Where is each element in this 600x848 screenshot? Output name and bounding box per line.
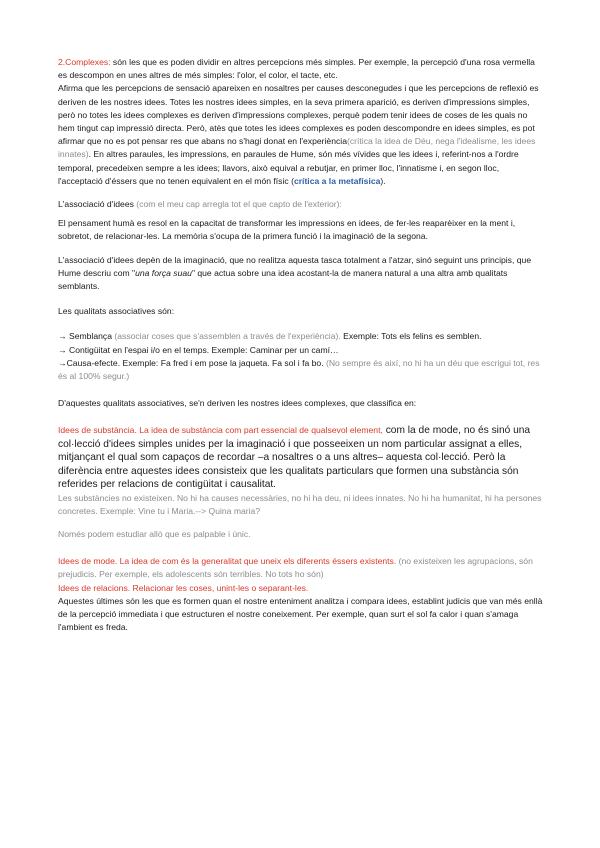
complexes-explanation xyxy=(58,82,546,188)
association-paragraph-1: El pensament humà es resol en la capacitat de transformar les impressions en idees, de fer-les reaparèixer en la ment i, sobretot, de relacionar-les. La memòria s'ocupa de la primera funció i la imaginació de la segona. xyxy=(58,218,516,242)
quality-resemblance xyxy=(58,330,546,343)
mode-label: Idees de mode. La idea de com és la generalitat que uneix els diferents éssers existents. xyxy=(58,556,397,567)
association-title-aside: (com el meu cap arregla tot el que capto de l'exterior): xyxy=(133,199,342,210)
relations-text: Aquestes últimes són les que es formen quan el nostre enteniment analitza i compara idees, establint judicis que van més enllà de la percepció immediata i que estructuren el nostre coneixement. Per exemple, quan surt el sol fa calor i quan s'amaga l'ambient es freda. xyxy=(58,595,543,633)
mode-aside: (no existeixen les agrupacions, són prejudicis. Per exemple, els adolescents són terribles. No tots ho són) xyxy=(58,556,533,580)
explanation-text: Afirma que les percepcions de sensació apareixen en nosaltres per causes desconegudes i que les percepcions de reflexió es deriven de les nostres idees. Totes les nostres idees simples, en la seva primera aparició, es deriven d'impressions simples, però no totes les idees complexes es deriven d'impressions complexes, perquè podem tenir idees de coses de les quals no hem tingut cap impressió directa. Però, atès que totes les idees complexes es poden descompondre en idees simples, es pot afirmar que no es pot pensar res que abans no s'hagi donat en l'experiència xyxy=(58,83,539,147)
association-heading xyxy=(58,198,546,211)
substance-text: com la de mode, no és sinó una col·lecció d'idees simples unides per la imaginació i que posseeixen un nom particular assignat a elles, mitjançant el qual som capaços de recordar –a nosaltres o a uns altres– aquesta col·lecció. Però la diferència entre aquestes idees consisteix que les qualitats particulars que formen una substància són referides per relacions de contigüitat i causalitat. xyxy=(58,425,531,491)
critique-aside: (crítica la idea de Déu, nega l'idealisme, les idees innates) xyxy=(58,136,536,160)
cause-effect-aside: (No sempre és així, no hi ha un déu que escrigui tot, res és al 100% segur.) xyxy=(58,357,540,382)
association-title: L'associació d'idees xyxy=(58,199,134,210)
complexes-definition: són les que es poden dividir en altres percepcions més simples. Per exemple, la percepció d'una rosa vermella es descompon en unes altres de més simples: l'olor, el color, el tacte, etc. xyxy=(58,57,535,81)
quality-contiguity: → Contigüitat en l'espai i/o en el temps. Exemple: Caminar per un camí… xyxy=(58,344,339,355)
resemblance-label: → Semblança xyxy=(58,331,115,342)
soft-force-quote: una força suau xyxy=(135,267,192,278)
association-p2-start: L'associació d'idees depèn de la imaginació, que no realitza aquesta tasca totalment a l'atzar, sinó seguint uns principis, que Hume descriu com " xyxy=(58,254,532,278)
association-paragraph-2 xyxy=(58,254,546,294)
resemblance-example: Exemple: Tots els felins es semblen. xyxy=(340,331,482,342)
substance-ideas-paragraph xyxy=(58,424,546,491)
mode-ideas-paragraph xyxy=(58,555,546,581)
cause-effect-text: →Causa-efecte. Exemple: Fa fred i em pose la jaqueta. Fa sol i fa bo. xyxy=(58,357,324,368)
complexes-paragraph xyxy=(58,56,546,82)
document-page xyxy=(58,56,546,634)
qualities-heading: Les qualitats associatives són: xyxy=(58,306,175,317)
palpable-note: Només podem estudiar allò que es palpable i únic. xyxy=(58,528,251,539)
complex-ideas-heading: D'aquestes qualitats associatives, se'n deriven les nostres idees complexes, que classifica en: xyxy=(58,398,417,409)
quality-cause-effect xyxy=(58,357,546,383)
association-p2-end: " que actua sobre una idea acostant-la de manera natural a una altra amb qualitats semblants. xyxy=(58,267,508,292)
relations-label: Idees de relacions. Relacionar les coses, unint-les o separant-les. xyxy=(58,582,309,593)
complexes-label: 2.Complexes: xyxy=(58,57,111,67)
substance-label: Idees de substància. La idea de substància com part essencial de qualsevol element, xyxy=(58,425,383,436)
explanation-end: ). xyxy=(380,175,386,186)
metaphysics-critique-link[interactable]: crítica a la metafísica xyxy=(293,175,381,186)
explanation-continued: . En altres paraules, les impressions, en paraules de Hume, són més vívides que les idees i, referint-nos a l'ordre temporal, precedeixen sempre a les idees; llavors, això equival a rebutjar, en primer lloc, l'innatisme i, en segon lloc, l'acceptació d'éssers que no tenen equivalent en el món físic ( xyxy=(58,149,519,186)
resemblance-aside: (associar coses que s'assemblen a través de l'experiència). xyxy=(114,331,341,342)
substance-aside: Les substàncies no existeixen. No hi ha causes necessàries, no hi ha deu, ni idees innates. No hi ha humanitat, hi ha persones concretes. Exemple: Vine tu i Maria.--> Quina maria? xyxy=(58,492,542,516)
